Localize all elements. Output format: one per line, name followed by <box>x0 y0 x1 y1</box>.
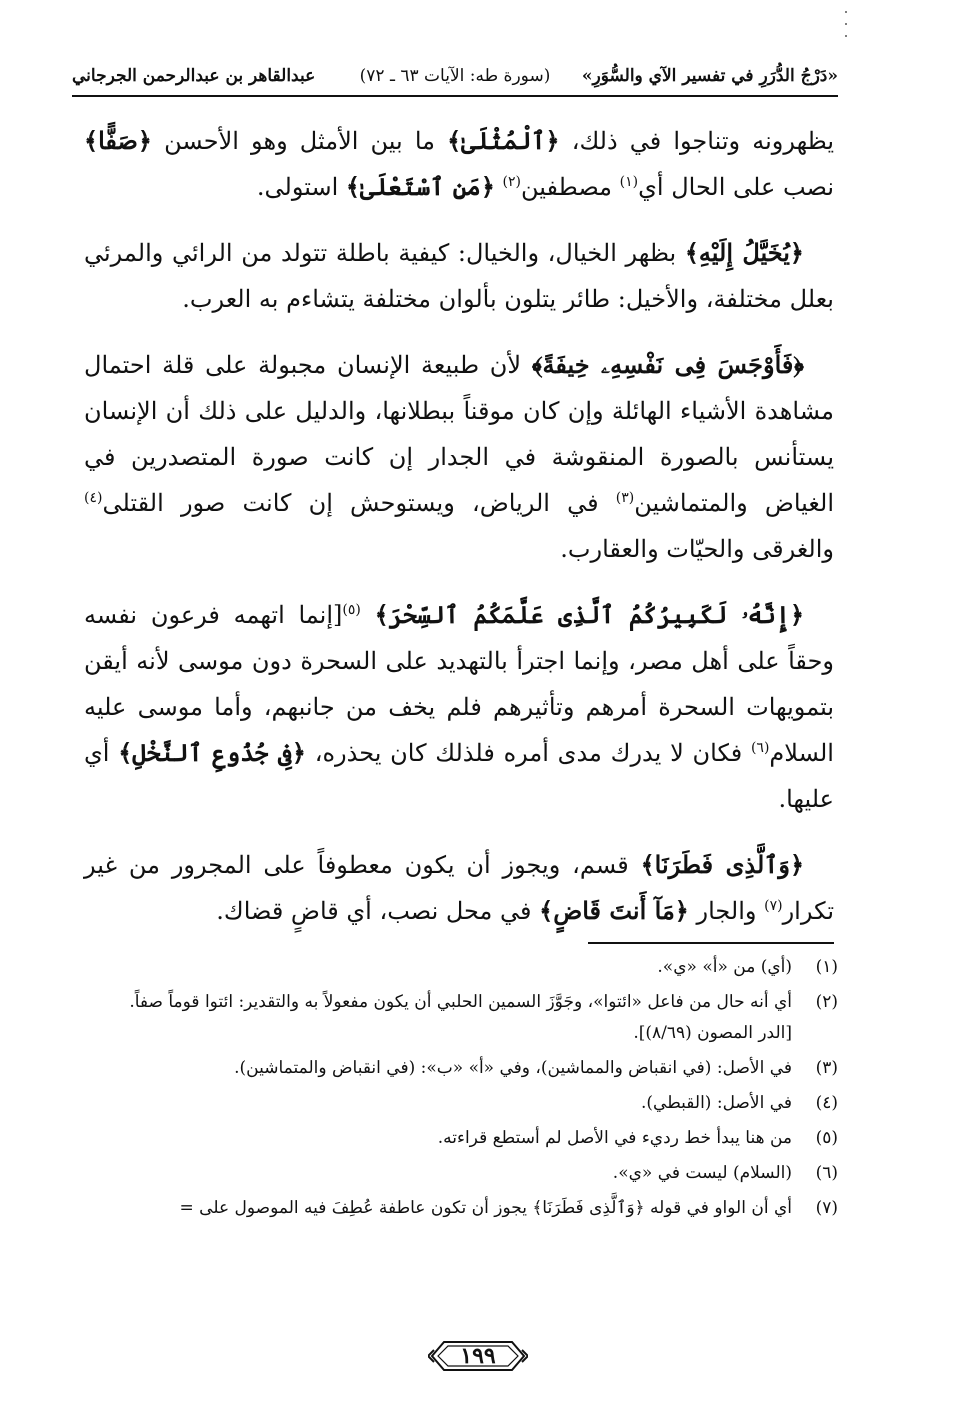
paragraph <box>84 230 834 322</box>
text-run: والغرقى والحيّات والعقارب. <box>560 535 834 563</box>
footnote-number: (٢) <box>815 992 838 1012</box>
paragraph <box>84 342 834 572</box>
quran-quote: ﴿فِى جُذُوعِ ٱلنَّخْلِ﴾ <box>118 738 306 767</box>
footnote-text: (السلام) ليست في «ي». <box>612 1163 792 1183</box>
main-text <box>84 118 834 954</box>
footnote-text: من هنا يبدأ خط رديء في الأصل لم أستطع قراءته. <box>437 1128 792 1148</box>
text-run: لأن طبيعة الإنسان مجبولة على قلة احتمال مشاهدة الأشياء الهائلة وإن كان موقناً ببطلانها، والدليل على ذلك أن الإنسان يستأنس بالصورة المنقوشة في الجدار إن كانت صورة المتصدرين في الغياض والمتماشين <box>84 351 834 517</box>
footnote-item <box>68 1123 838 1154</box>
header-surah-range: (سورة طه: الآيات ٦٣ ـ ٧٢) <box>359 66 551 86</box>
footnote-number: (١) <box>815 957 838 977</box>
quran-quote: ﴿مَآ أَنتَ قَاضٍ﴾ <box>539 896 689 925</box>
text-run: فكان لا يدرك مدى أمره فلذلك كان يحذره، <box>305 739 751 767</box>
header-rule <box>72 95 838 97</box>
footnote-item <box>68 1193 838 1224</box>
text-run: يظهرونه وتناجوا في ذلك، <box>559 127 835 155</box>
paragraph <box>84 118 834 210</box>
text-run: في الرياض، ويستوحش إن كانت صور القتلى <box>102 489 616 517</box>
text-run: بظهر الخيال، والخيال: كيفية باطلة تتولد من الرائي والمرئي بعلل مختلفة، والأخيل: طائر يتلون بألوان مختلفة يتشاءم به العرب. <box>84 239 834 313</box>
footnote-text: أي أنه حال من فاعل «ائتوا»، وجَوَّزَ السمين الحلبي أن يكون مفعولاً به والتقدير: ائتوا قوماً صفاً. <box>129 992 792 1012</box>
footnote-citation: [الدر المصون (٨/٦٩)]. <box>633 1023 792 1043</box>
footnote-item <box>68 987 838 1049</box>
text-run: قسم، ويجوز أن يكون معطوفاً على المجرور من غير تكرار <box>84 851 834 925</box>
text-run: أي عليها. <box>84 739 834 813</box>
page-number: ١٩٩ <box>460 1343 496 1369</box>
text-run: [إنما اتهمه فرعون نفسه وحقاً على أهل مصر، وإنما اجترأ بالتهديد على السحرة دون موسى لأنه أيقن بتمويهات السحرة أمرهم وتأثيرهم فلم يخف من جانبهم، وأما موسى عليه السلام <box>84 601 834 767</box>
text-run: استولى. <box>256 173 346 201</box>
quran-quote: ﴿مَنِ ٱسْتَعْلَىٰ﴾ <box>345 172 495 201</box>
footnote-ref: (١) <box>619 174 639 190</box>
footnote-text: في الأصل: (القبطي). <box>641 1093 792 1113</box>
quran-quote: ﴿فَأَوْجَسَ فِى نَفْسِهِۦ خِيفَةً﴾ <box>531 350 805 379</box>
quran-quote: ﴿يُخَيَّلُ إِلَيْهِ﴾ <box>684 238 804 267</box>
text-run <box>361 601 375 629</box>
quran-quote: ﴿إِنَّهُۥ لَكَبِيرُكُمُ ٱلَّذِى عَلَّمَكُمُ ٱلسِّحْرَ﴾ <box>374 600 804 629</box>
footnote-ref: (٤) <box>84 490 103 506</box>
page-number-ornament <box>428 1336 528 1376</box>
paragraph <box>84 592 834 822</box>
margin-mark <box>843 4 849 44</box>
footnote-number: (٧) <box>815 1198 838 1218</box>
footnote-item <box>68 1053 838 1084</box>
footnote-number: (٥) <box>815 1128 838 1148</box>
footnote-number: (٤) <box>815 1093 838 1113</box>
footnote-ref: (٦) <box>750 740 770 756</box>
footnote-separator <box>588 942 834 944</box>
footnotes-list <box>68 952 838 1228</box>
text-run: نصب على الحال أي <box>638 173 834 201</box>
text-run: والجار <box>688 897 765 925</box>
text-run: ما بين الأمثل وهو الأحسن <box>151 127 448 155</box>
footnote-item <box>68 1158 838 1189</box>
text-run <box>495 173 503 201</box>
header-author: عبدالقاهر بن عبدالرحمن الجرجاني <box>72 66 316 86</box>
quran-quote: ﴿صَفًّا﴾ <box>84 126 152 155</box>
paragraph <box>84 842 834 934</box>
quran-quote: ﴿ٱلْمُثْلَىٰ﴾ <box>447 126 560 155</box>
text-run: في محل نصب، أي قاضٍ قضاك. <box>216 897 540 925</box>
footnote-item <box>68 952 838 983</box>
footnote-number: (٣) <box>815 1058 838 1078</box>
footnote-text: أي أن الواو في قوله ﴿وَٱلَّذِى فَطَرَنَا﴾ يجوز أن تكون عاطفة عُطِفَ فيه الموصول على = <box>179 1198 792 1218</box>
header-book-title: «دَرْجُ الدُّرَرِ في تفسير الآي والسُّوَرِ» <box>581 66 838 86</box>
footnote-ref: (٢) <box>502 174 521 190</box>
footnote-item <box>68 1088 838 1119</box>
footnote-ref: (٥) <box>342 602 361 618</box>
running-header <box>72 62 838 90</box>
footnote-number: (٦) <box>815 1163 838 1183</box>
footnote-ref: (٧) <box>764 898 783 914</box>
footnote-ref: (٣) <box>615 490 635 506</box>
quran-quote: ﴿وَٱلَّذِى فَطَرَنَا﴾ <box>640 850 805 879</box>
footnote-text: (أي) من «أ» «ي». <box>657 957 792 977</box>
text-run: مصطفين <box>521 173 620 201</box>
footnote-text: في الأصل: (في انقباض والمماشين)، وفي «أ» «ب»: (في انقباض والمتماشين). <box>234 1058 792 1078</box>
